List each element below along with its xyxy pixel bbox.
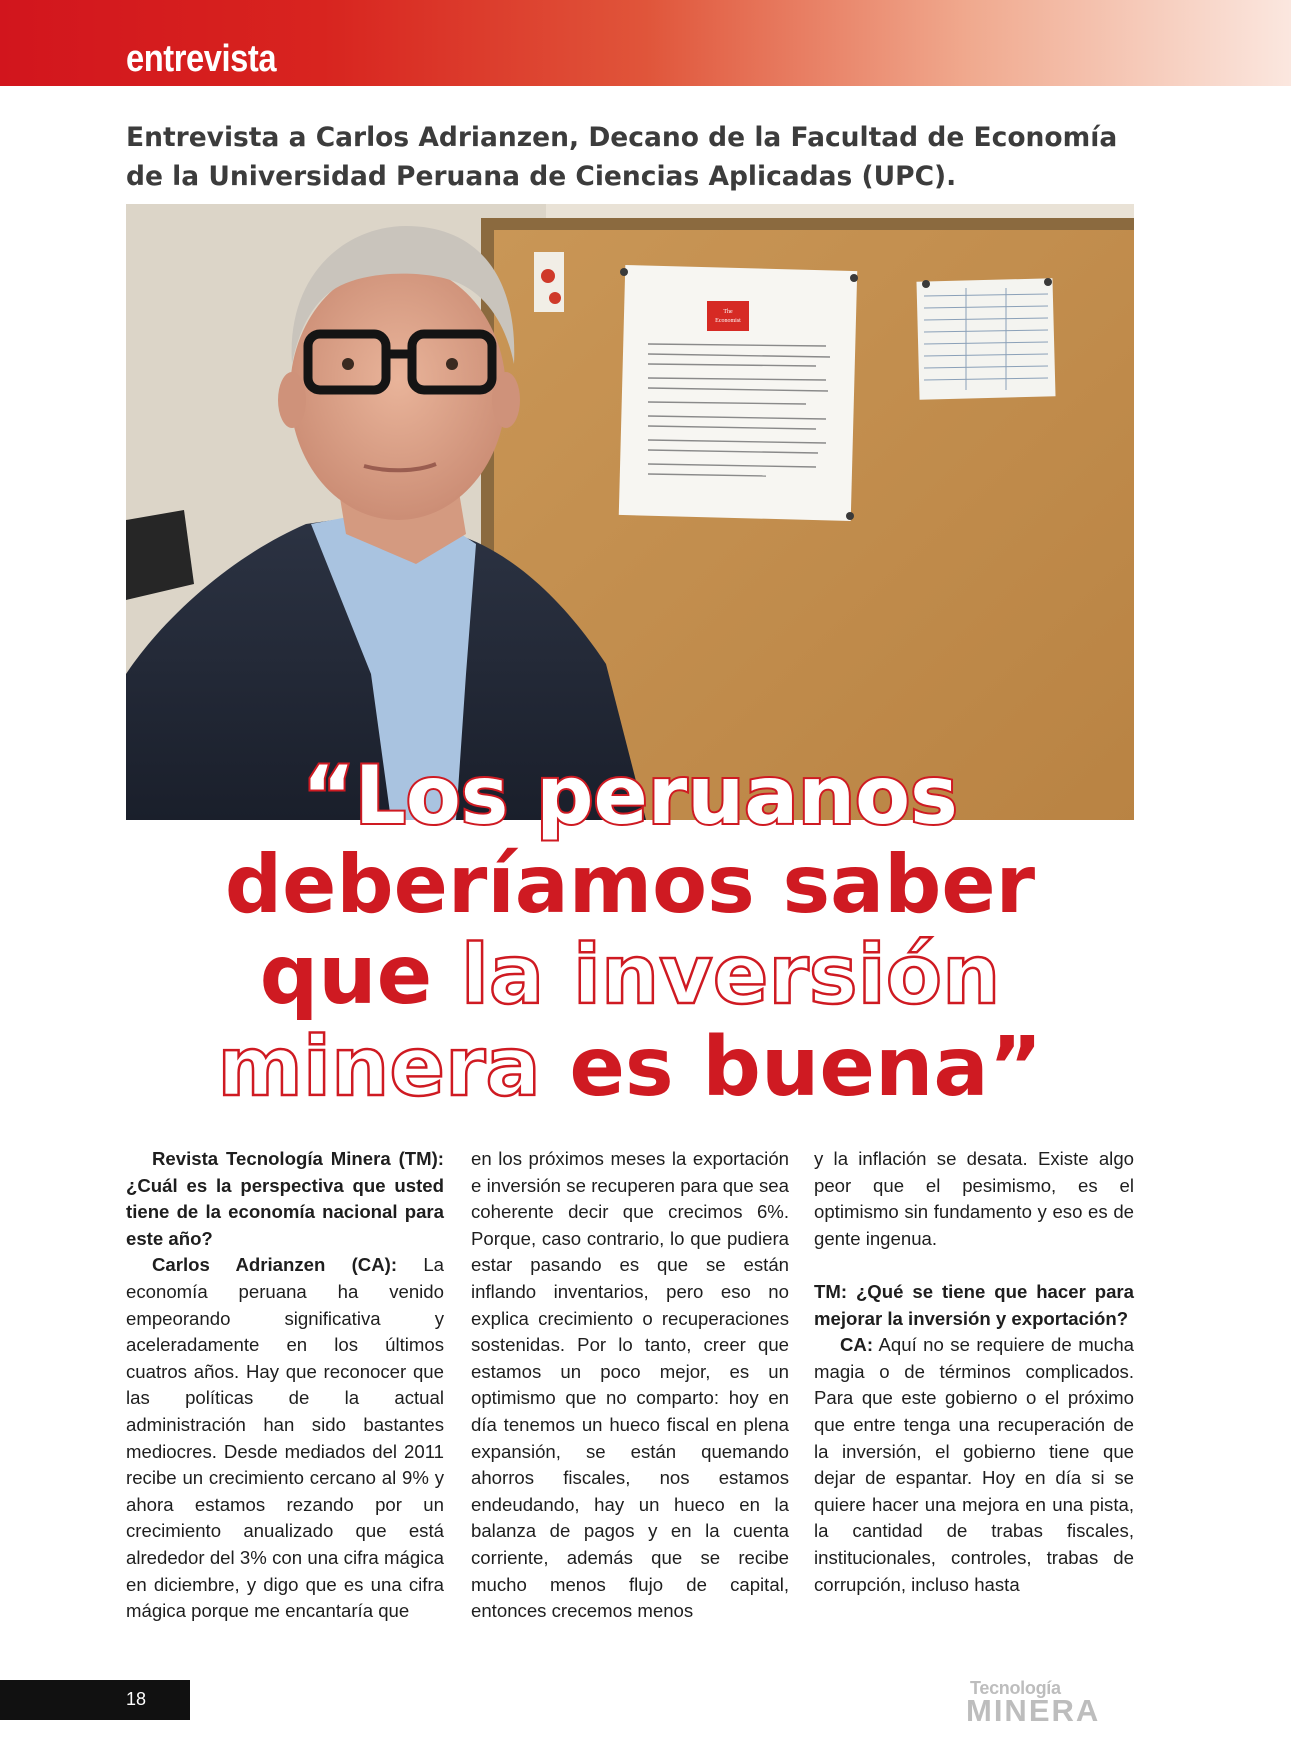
poster-masthead bbox=[707, 301, 749, 331]
poster-masthead-line1: The bbox=[723, 309, 733, 315]
headline-line-4a: minera bbox=[217, 1020, 541, 1115]
column-1 bbox=[126, 1146, 444, 1625]
answer-1-speaker: Carlos Adrianzen (CA): bbox=[152, 1254, 398, 1276]
interview-photo bbox=[126, 204, 1134, 820]
answer-2-text: Aquí no se requiere de mucha magia o de términos complicados. Para que este gobierno o el próximo que entre tenga una recuperación de la inversión, el gobierno tiene que dejar de espantar. Hoy en día si se quiere hacer una mejora en una pista, la cantidad de trabas fiscales, institucionales, controles, trabas de corrupción, incluso hasta bbox=[814, 1334, 1134, 1595]
article-body bbox=[126, 1146, 1134, 1636]
answer-1-part-3: y la inflación se desata. Existe algo peor que el pesimismo, es el optimismo sin fundamento y eso es de gente ingenua. bbox=[814, 1148, 1134, 1249]
answer-1-part-2: en los próximos meses la exportación e inversión se recuperen para que sea coherente decir que crecimos 6%. Porque, caso contrario, lo que pudiera estar pasando es que se están inflando inventarios, pero eso no explica crecimiento o recuperaciones sostenidas. Por lo tanto, creer que estamos un poco mejor, es un optimismo que no comparto: hoy en día tenemos un hueco fiscal en plena expansión, se están quemando ahorros fiscales, nos estamos endeudando, hay un hueco en la balanza de pagos y en la cuenta corriente, además que se recibe mucho menos flujo de capital, entonces crecemos menos bbox=[471, 1148, 789, 1622]
column-3 bbox=[814, 1146, 1134, 1598]
answer-2-speaker: CA: bbox=[840, 1334, 874, 1356]
question-2: TM: ¿Qué se tiene que hacer para mejorar la inversión y exportación? bbox=[814, 1280, 1134, 1329]
page-number-box bbox=[0, 1680, 190, 1720]
headline-line-4b: es buena” bbox=[569, 1020, 1043, 1115]
magazine-logo-small: Tecnología bbox=[970, 1678, 1061, 1698]
headline-line-3b: la inversión bbox=[460, 928, 1001, 1023]
column-2 bbox=[471, 1146, 789, 1625]
answer-1-part-1: La economía peruana ha venido empeorando significativa y aceleradamente en los últimos cuatros años. Hay que reconocer que las políticas de la actual administración han sido bastantes mediocres. Desde mediados del 2011 recibe un crecimiento cercano al 9% y ahora estamos rezando por un crecimiento anualizado que está alrededor del 3% con una cifra mágica en diciembre, y digo que es una cifra mágica porque me encantaría que bbox=[126, 1254, 444, 1622]
magazine-logo bbox=[966, 1678, 1136, 1728]
magazine-logo-big: MINERA bbox=[966, 1693, 1101, 1728]
page-number: 18 bbox=[126, 1689, 147, 1709]
section-label: entrevista bbox=[126, 38, 277, 80]
article-headline bbox=[126, 750, 1134, 1114]
article-subtitle: Entrevista a Carlos Adrianzen, Decano de la Facultad de Economía de la Universidad Peruana de Ciencias Aplicadas (UPC). bbox=[126, 122, 1118, 192]
headline-line-1: “Los peruanos bbox=[302, 749, 958, 842]
poster-masthead-line2: Economist bbox=[715, 318, 741, 324]
headline-line-2: deberíamos saber bbox=[224, 838, 1036, 931]
headline-line-3a: que bbox=[259, 928, 433, 1023]
question-1: Revista Tecnología Minera (TM): ¿Cuál es la perspectiva que usted tiene de la economía nacional para este año? bbox=[126, 1148, 444, 1249]
